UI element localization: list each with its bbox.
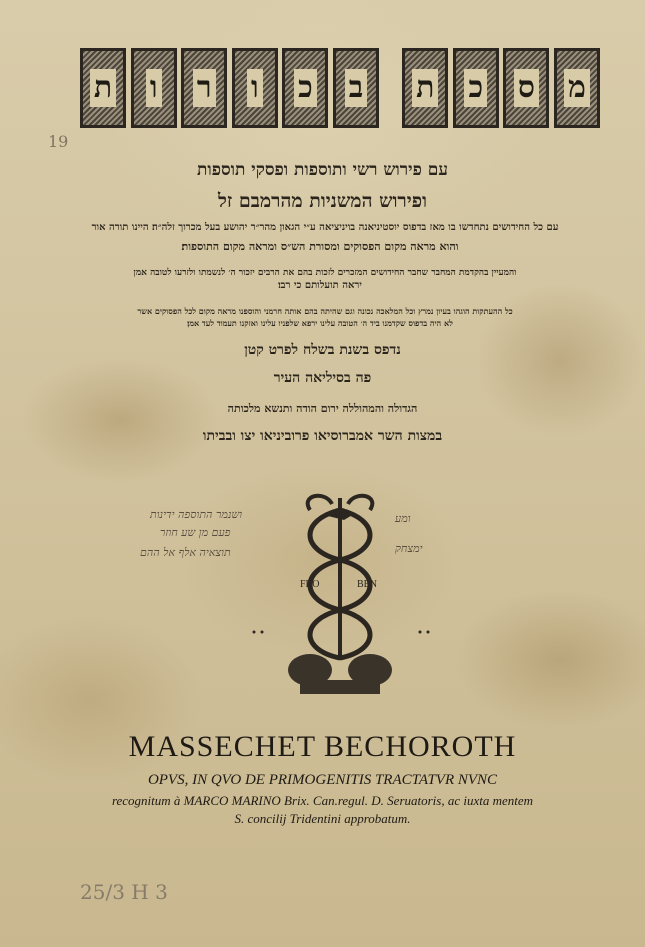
hebrew-line-1: עם פירוש רשי ותוספות ופסקי תוספות (197, 160, 448, 180)
corner-note: 19 (48, 132, 69, 151)
mark-label-left: FRO (300, 579, 320, 590)
latin-line-2: recognitum à MARCO MARINO Brix. Can.regul. D. Seruatoris, ac iuxta mentem (111, 793, 534, 808)
title-letter: ת (80, 48, 126, 128)
hebrew-line-6: יראה תועלותם כי רבו׃ (278, 280, 362, 291)
handwritten-note: ושנמר התוספה ידינות (150, 508, 243, 521)
title-letter: ר (181, 48, 227, 128)
handwritten-note: ומע (395, 512, 411, 525)
latin-title: MASSECHET BECHOROTH (128, 730, 517, 763)
title-letter: כ (453, 48, 499, 128)
hebrew-line-10: פה בסיליאה העיר (273, 370, 372, 386)
hebrew-line-2: ופירוש המשניות מהרמבם זל (218, 190, 427, 212)
hebrew-line-5: והמעיין בהקדמת המחבר שחבר החידושים המזכרים לזכות בהם את הרבים יזכור ה׳ לנשמתו ולזרעו לטובה אמן (133, 268, 517, 278)
hebrew-line-7: כל ההעתקות הוגהו בעיון נמרץ וכל המלאכה נכונה וגם שהיתה בהם אותה חרמני והוספנו מראה מקום לכל הפסוקים אשר (137, 306, 513, 316)
serpent-head (348, 496, 372, 510)
ornamental-title (80, 48, 600, 132)
hebrew-line-8: לא היה בדפוס שקדמנו ביד ה׳ הטובה עלינו ירפא שלפניו עלינו ואזקנו תעמוד לעד אמן׃ (187, 318, 453, 328)
hebrew-line-4: והוא מראה מקום הפסוקים ומסורת הש״ס ומראה מקום התוספות׃ (181, 240, 459, 253)
hebrew-line-12: במצות השר אמברוסיאו פרוביניאו יצו ובביתו (202, 428, 443, 444)
handwritten-note: תוצאיה אלף אל ההם (140, 546, 231, 559)
hebrew-line-11: הגדולה והמהוללה ירום הודה ותנשא מלכותה (227, 402, 418, 415)
title-letter: ו (131, 48, 177, 128)
handwritten-note: ימצחק (395, 542, 423, 555)
shelfmark: 25/3 H 3 (80, 880, 168, 904)
latin-line-3: S. concilij Tridentini approbatum. (234, 811, 411, 826)
title-letter: ס (503, 48, 549, 128)
hebrew-line-3: עם כל החידושים נתחדשו בו מאז בדפוס יוסטיניאנה בויניציאה ע״י הגאון מהר״ר יהושע בעל מכרוך זלה״ה׃ היינו תורה אור (91, 222, 559, 233)
title-letter: ת (402, 48, 448, 128)
title-letter: מ (554, 48, 600, 128)
title-letter: ב (333, 48, 379, 128)
cuff (300, 680, 380, 694)
title-letter: ו (232, 48, 278, 128)
serpent-head (308, 496, 332, 510)
hebrew-line-9: נדפס בשנת בשלח לפרט קטן (244, 342, 401, 358)
mark-label-right: BEN (357, 579, 377, 590)
title-letter: כ (282, 48, 328, 128)
handwritten-note: פעם מן שע חוזר (160, 526, 231, 539)
latin-line-1: OPVS, IN QVO DE PRIMOGENITIS TRACTATVR NVNC (147, 772, 498, 788)
froben-printer-mark (150, 490, 490, 710)
